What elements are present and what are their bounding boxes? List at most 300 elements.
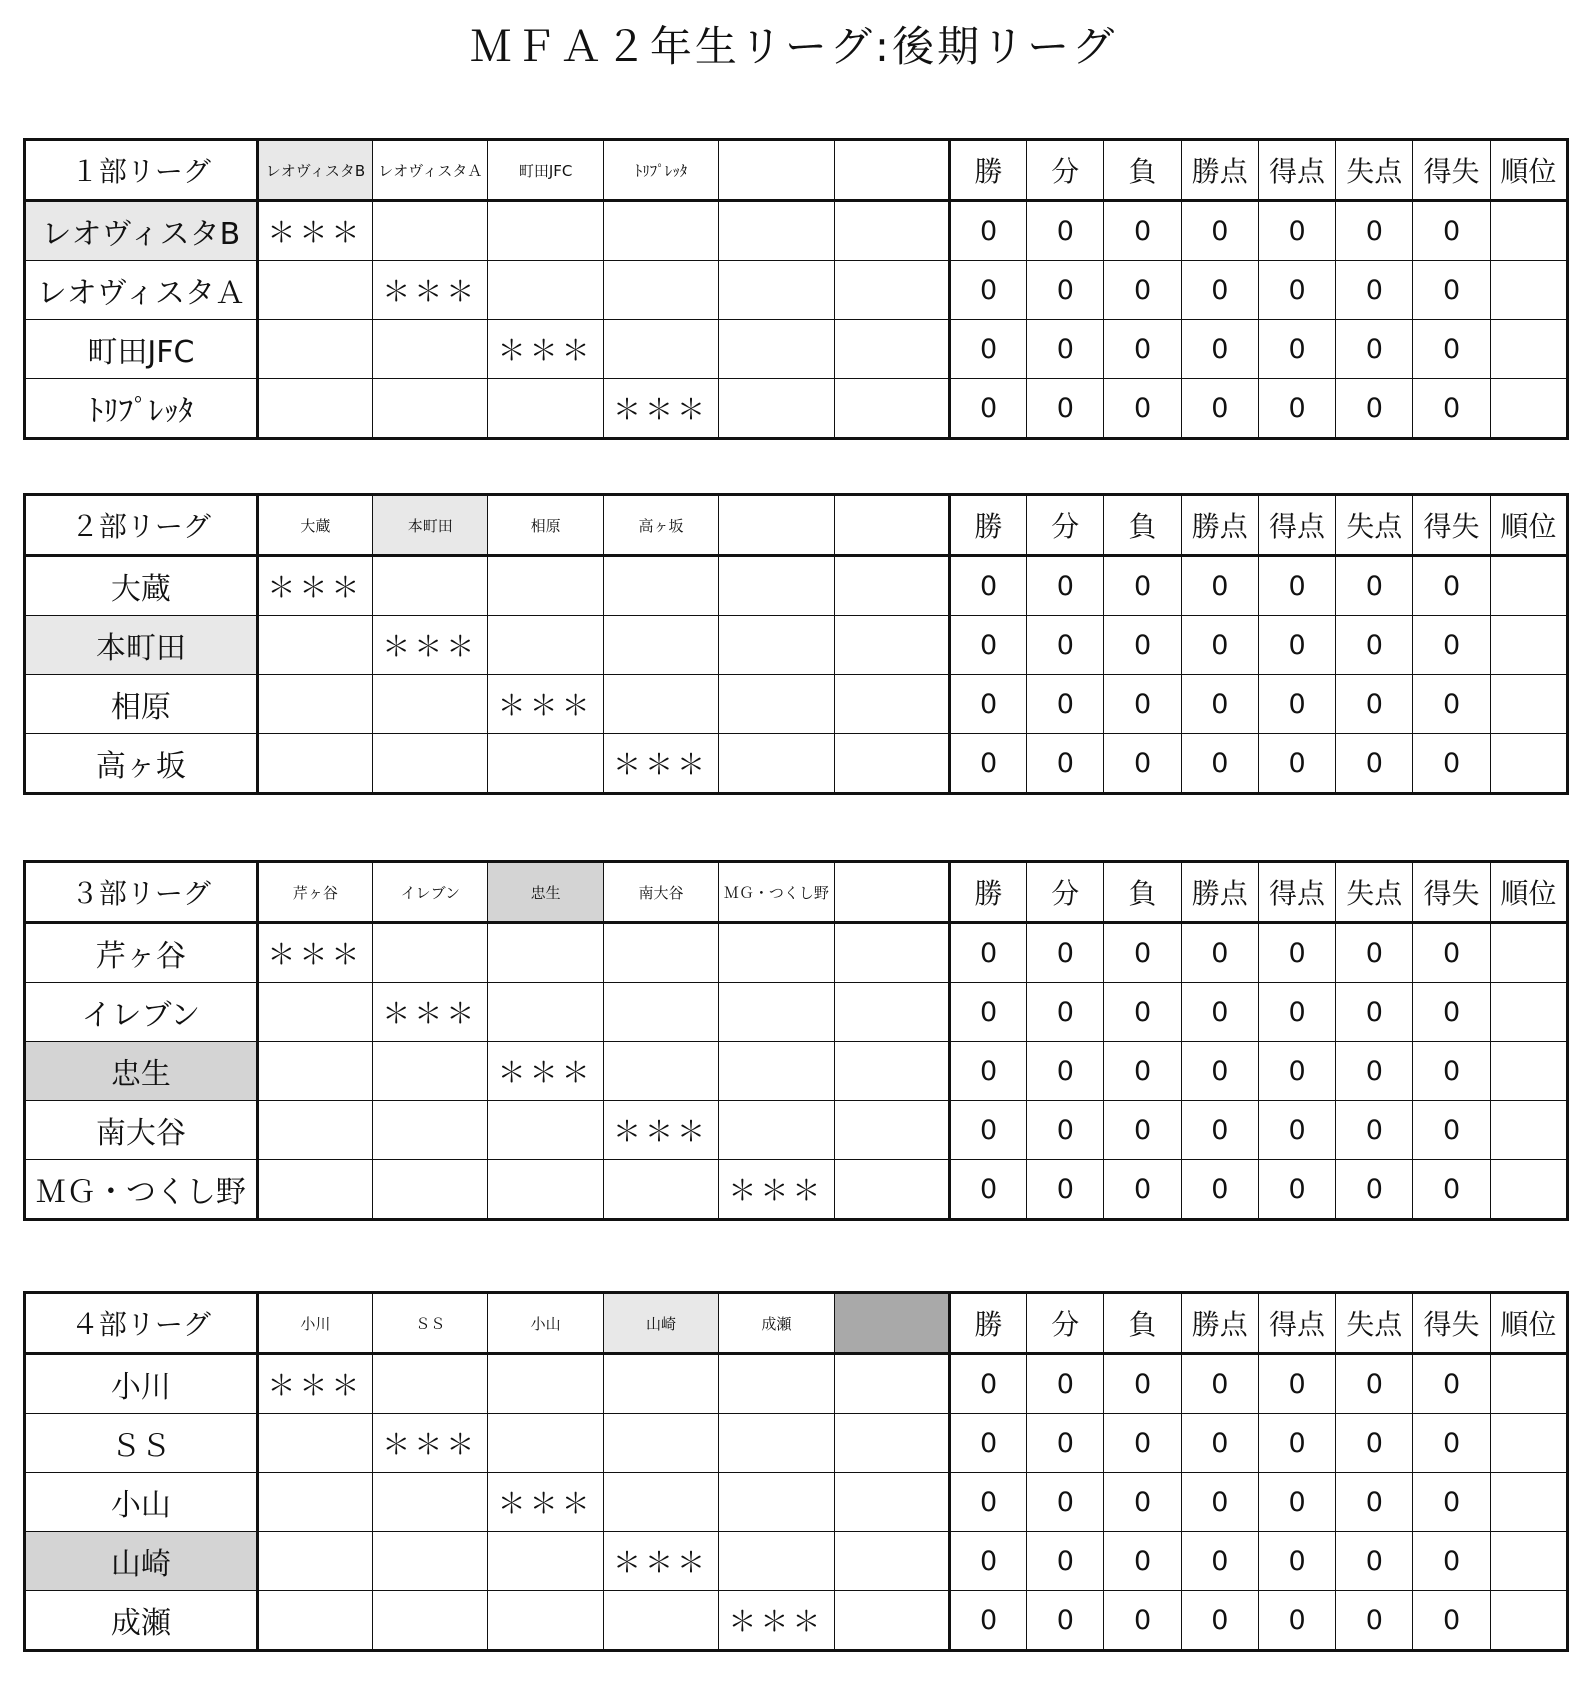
stat-cell: 0	[1413, 1532, 1490, 1591]
stat-cell	[1490, 1532, 1567, 1591]
stat-column-header: 得失	[1413, 140, 1490, 201]
match-result-cell	[373, 201, 488, 261]
stat-cell: 0	[1336, 1532, 1413, 1591]
match-result-cell	[719, 923, 834, 983]
stat-cell: 0	[1027, 1473, 1104, 1532]
stat-cell: 0	[1413, 1354, 1490, 1414]
stat-cell: 0	[1027, 556, 1104, 616]
match-result-cell	[719, 616, 834, 675]
stat-cell: 0	[1413, 616, 1490, 675]
match-result-cell	[834, 201, 949, 261]
stat-column-header: 得点	[1258, 862, 1335, 923]
opponent-column-header: 大蔵	[257, 495, 372, 556]
match-result-cell	[488, 1414, 603, 1473]
stat-cell: 0	[1181, 1473, 1258, 1532]
match-result-cell	[257, 983, 372, 1042]
stat-column-header: 順位	[1490, 140, 1567, 201]
table-row	[25, 1473, 1568, 1532]
stat-column-header: 分	[1027, 862, 1104, 923]
stat-column-header: 勝	[949, 140, 1026, 201]
opponent-column-header: 小川	[257, 1293, 372, 1354]
opponent-column-header	[834, 495, 949, 556]
self-match-cell: ＊＊＊	[373, 616, 488, 675]
page-title: ＭＦＡ２年生リーグ:後期リーグ	[469, 22, 1118, 71]
stat-cell: 0	[1104, 320, 1181, 379]
opponent-column-header: 相原	[488, 495, 603, 556]
self-match-cell: ＊＊＊	[488, 1042, 603, 1101]
stat-cell: 0	[1336, 1042, 1413, 1101]
stat-cell: 0	[1258, 379, 1335, 439]
stat-cell: 0	[1181, 616, 1258, 675]
opponent-column-header: レオヴィスタB	[257, 140, 372, 201]
stat-cell: 0	[1027, 734, 1104, 794]
match-result-cell	[488, 261, 603, 320]
stat-cell: 0	[1258, 983, 1335, 1042]
stat-cell: 0	[1336, 1354, 1413, 1414]
stat-cell	[1490, 1101, 1567, 1160]
match-result-cell	[488, 1160, 603, 1220]
match-result-cell	[603, 983, 718, 1042]
stat-cell: 0	[1181, 734, 1258, 794]
stat-cell: 0	[949, 1160, 1026, 1220]
stat-column-header: 勝点	[1181, 140, 1258, 201]
self-match-cell: ＊＊＊	[373, 261, 488, 320]
stat-column-header: 順位	[1490, 495, 1567, 556]
self-match-cell: ＊＊＊	[719, 1160, 834, 1220]
stat-cell: 0	[1104, 1414, 1181, 1473]
league-name: ４部リーグ	[25, 1293, 258, 1354]
match-result-cell	[719, 320, 834, 379]
stat-cell: 0	[1336, 1473, 1413, 1532]
match-result-cell	[603, 1591, 718, 1651]
stat-column-header: 得点	[1258, 1293, 1335, 1354]
match-result-cell	[257, 675, 372, 734]
team-name: 高ヶ坂	[25, 734, 258, 794]
match-result-cell	[834, 1101, 949, 1160]
stat-cell: 0	[1181, 1532, 1258, 1591]
table-row	[25, 1354, 1568, 1414]
stat-column-header: 勝	[949, 862, 1026, 923]
stat-cell: 0	[1258, 616, 1335, 675]
stat-cell: 0	[1258, 675, 1335, 734]
stat-cell: 0	[1104, 734, 1181, 794]
team-name: イレブン	[25, 983, 258, 1042]
stat-cell: 0	[1258, 1591, 1335, 1651]
team-name: 南大谷	[25, 1101, 258, 1160]
stat-cell: 0	[1181, 1591, 1258, 1651]
match-result-cell	[488, 1591, 603, 1651]
stat-cell: 0	[1027, 320, 1104, 379]
self-match-cell: ＊＊＊	[603, 379, 718, 439]
match-result-cell	[373, 1160, 488, 1220]
self-match-cell: ＊＊＊	[603, 1101, 718, 1160]
self-match-cell: ＊＊＊	[257, 923, 372, 983]
stat-column-header: 分	[1027, 1293, 1104, 1354]
match-result-cell	[603, 1160, 718, 1220]
stat-cell: 0	[1104, 261, 1181, 320]
stat-cell: 0	[1336, 1160, 1413, 1220]
match-result-cell	[488, 201, 603, 261]
stat-cell: 0	[949, 1042, 1026, 1101]
stat-cell: 0	[1258, 1473, 1335, 1532]
match-result-cell	[257, 320, 372, 379]
match-result-cell	[488, 1532, 603, 1591]
stat-cell: 0	[1181, 1160, 1258, 1220]
stat-column-header: 負	[1104, 862, 1181, 923]
stat-cell	[1490, 923, 1567, 983]
match-result-cell	[373, 734, 488, 794]
stat-column-header: 負	[1104, 140, 1181, 201]
stat-cell: 0	[1181, 556, 1258, 616]
match-result-cell	[834, 923, 949, 983]
stat-cell	[1490, 1160, 1567, 1220]
stat-column-header: 分	[1027, 495, 1104, 556]
match-result-cell	[834, 1354, 949, 1414]
stat-cell: 0	[1104, 1532, 1181, 1591]
opponent-column-header: ＭＧ・つくし野	[719, 862, 834, 923]
match-result-cell	[603, 320, 718, 379]
match-result-cell	[834, 379, 949, 439]
table-row	[25, 201, 1568, 261]
match-result-cell	[603, 616, 718, 675]
stat-cell: 0	[1027, 201, 1104, 261]
match-result-cell	[257, 1591, 372, 1651]
stat-cell: 0	[1181, 261, 1258, 320]
team-name: 大蔵	[25, 556, 258, 616]
stat-cell: 0	[949, 734, 1026, 794]
league-name: １部リーグ	[25, 140, 258, 201]
match-result-cell	[834, 983, 949, 1042]
league-table	[23, 860, 1569, 1221]
match-result-cell	[373, 1532, 488, 1591]
stat-column-header: 分	[1027, 140, 1104, 201]
stat-cell: 0	[949, 556, 1026, 616]
stat-cell: 0	[1413, 320, 1490, 379]
match-result-cell	[257, 1532, 372, 1591]
table-row	[25, 1101, 1568, 1160]
stat-cell	[1490, 1354, 1567, 1414]
stat-cell: 0	[949, 1101, 1026, 1160]
stat-column-header: 勝	[949, 495, 1026, 556]
match-result-cell	[603, 1354, 718, 1414]
stat-cell: 0	[1027, 675, 1104, 734]
stat-cell: 0	[1104, 1591, 1181, 1651]
stat-cell: 0	[1413, 1414, 1490, 1473]
table-row	[25, 320, 1568, 379]
stat-cell: 0	[1104, 675, 1181, 734]
opponent-column-header: 南大谷	[603, 862, 718, 923]
stat-cell: 0	[1027, 1414, 1104, 1473]
stat-cell: 0	[1413, 261, 1490, 320]
stat-cell: 0	[1181, 1354, 1258, 1414]
stat-cell: 0	[949, 320, 1026, 379]
table-row	[25, 616, 1568, 675]
match-result-cell	[488, 616, 603, 675]
stat-column-header: 勝点	[1181, 495, 1258, 556]
stat-column-header: 失点	[1336, 1293, 1413, 1354]
stat-cell: 0	[1336, 1591, 1413, 1651]
opponent-column-header: 山崎	[603, 1293, 718, 1354]
stat-cell: 0	[949, 1354, 1026, 1414]
stat-column-header: 失点	[1336, 862, 1413, 923]
stat-cell	[1490, 261, 1567, 320]
team-name: ＳＳ	[25, 1414, 258, 1473]
stat-cell	[1490, 616, 1567, 675]
stat-cell: 0	[1336, 675, 1413, 734]
stat-cell: 0	[1413, 1160, 1490, 1220]
match-result-cell	[834, 675, 949, 734]
match-result-cell	[719, 675, 834, 734]
match-result-cell	[719, 261, 834, 320]
match-result-cell	[257, 616, 372, 675]
match-result-cell	[719, 1042, 834, 1101]
match-result-cell	[257, 1042, 372, 1101]
team-name: 忠生	[25, 1042, 258, 1101]
stat-cell: 0	[949, 1532, 1026, 1591]
match-result-cell	[719, 1101, 834, 1160]
match-result-cell	[834, 1042, 949, 1101]
match-result-cell	[257, 1160, 372, 1220]
match-result-cell	[719, 1354, 834, 1414]
table-row	[25, 379, 1568, 439]
stat-cell: 0	[949, 675, 1026, 734]
stat-column-header: 得失	[1413, 862, 1490, 923]
stat-cell: 0	[1181, 201, 1258, 261]
stat-cell	[1490, 1591, 1567, 1651]
stat-cell: 0	[949, 201, 1026, 261]
stat-cell: 0	[1258, 1532, 1335, 1591]
match-result-cell	[834, 1591, 949, 1651]
stat-cell: 0	[1104, 379, 1181, 439]
match-result-cell	[603, 675, 718, 734]
stat-column-header: 失点	[1336, 495, 1413, 556]
stat-cell: 0	[1258, 1042, 1335, 1101]
match-result-cell	[373, 1354, 488, 1414]
team-name: 山崎	[25, 1532, 258, 1591]
stat-cell: 0	[1181, 379, 1258, 439]
team-name: 小山	[25, 1473, 258, 1532]
self-match-cell: ＊＊＊	[373, 983, 488, 1042]
opponent-column-header: ＳＳ	[373, 1293, 488, 1354]
stat-cell: 0	[949, 1473, 1026, 1532]
team-name: レオヴィスタＡ	[25, 261, 258, 320]
stat-column-header: 順位	[1490, 862, 1567, 923]
team-name: 小川	[25, 1354, 258, 1414]
stat-cell: 0	[1336, 556, 1413, 616]
match-result-cell	[257, 734, 372, 794]
stat-column-header: 勝点	[1181, 862, 1258, 923]
self-match-cell: ＊＊＊	[257, 556, 372, 616]
stat-cell: 0	[1336, 261, 1413, 320]
match-result-cell	[603, 1414, 718, 1473]
self-match-cell: ＊＊＊	[603, 1532, 718, 1591]
match-result-cell	[834, 320, 949, 379]
stat-cell: 0	[1413, 734, 1490, 794]
team-name: 成瀬	[25, 1591, 258, 1651]
stat-cell: 0	[949, 983, 1026, 1042]
table-row	[25, 556, 1568, 616]
opponent-column-header: 高ヶ坂	[603, 495, 718, 556]
match-result-cell	[257, 379, 372, 439]
stat-cell: 0	[1181, 675, 1258, 734]
stat-cell: 0	[1027, 1354, 1104, 1414]
opponent-column-header	[834, 140, 949, 201]
opponent-column-header	[719, 495, 834, 556]
stat-cell: 0	[1104, 616, 1181, 675]
stat-cell: 0	[949, 1414, 1026, 1473]
team-name: 町田JFC	[25, 320, 258, 379]
stat-cell: 0	[1258, 201, 1335, 261]
stat-cell	[1490, 675, 1567, 734]
table-row	[25, 923, 1568, 983]
stat-cell: 0	[1258, 261, 1335, 320]
opponent-column-header: ﾄﾘﾌﾟﾚｯﾀ	[603, 140, 718, 201]
stat-cell: 0	[1027, 1160, 1104, 1220]
stat-cell: 0	[1027, 983, 1104, 1042]
stat-column-header: 負	[1104, 1293, 1181, 1354]
self-match-cell: ＊＊＊	[603, 734, 718, 794]
stat-cell: 0	[949, 261, 1026, 320]
stat-cell	[1490, 1414, 1567, 1473]
self-match-cell: ＊＊＊	[257, 1354, 372, 1414]
match-result-cell	[719, 734, 834, 794]
stat-cell: 0	[1104, 1473, 1181, 1532]
stat-cell	[1490, 983, 1567, 1042]
match-result-cell	[373, 1042, 488, 1101]
table-row	[25, 261, 1568, 320]
opponent-column-header: 芹ヶ谷	[257, 862, 372, 923]
stat-cell: 0	[1336, 923, 1413, 983]
stat-cell: 0	[1181, 1042, 1258, 1101]
match-result-cell	[603, 261, 718, 320]
stat-cell: 0	[1258, 320, 1335, 379]
stat-cell: 0	[1027, 261, 1104, 320]
stat-cell: 0	[1104, 923, 1181, 983]
table-row	[25, 675, 1568, 734]
stat-cell: 0	[1258, 734, 1335, 794]
stat-cell: 0	[1104, 556, 1181, 616]
stat-cell: 0	[1336, 1101, 1413, 1160]
match-result-cell	[834, 1160, 949, 1220]
league-name: ２部リーグ	[25, 495, 258, 556]
table-row	[25, 1160, 1568, 1220]
match-result-cell	[719, 983, 834, 1042]
team-name: レオヴィスタB	[25, 201, 258, 261]
match-result-cell	[834, 734, 949, 794]
self-match-cell: ＊＊＊	[373, 1414, 488, 1473]
opponent-column-header: 町田JFC	[488, 140, 603, 201]
stat-column-header: 得点	[1258, 140, 1335, 201]
table-row	[25, 1591, 1568, 1651]
match-result-cell	[603, 556, 718, 616]
opponent-column-header: 小山	[488, 1293, 603, 1354]
match-result-cell	[488, 556, 603, 616]
stat-cell: 0	[949, 1591, 1026, 1651]
stat-column-header: 勝	[949, 1293, 1026, 1354]
stat-cell: 0	[1181, 983, 1258, 1042]
match-result-cell	[719, 379, 834, 439]
stat-cell: 0	[1258, 1160, 1335, 1220]
stat-column-header: 得失	[1413, 495, 1490, 556]
stat-cell: 0	[1104, 1160, 1181, 1220]
table-row	[25, 734, 1568, 794]
match-result-cell	[257, 261, 372, 320]
stat-cell: 0	[1336, 201, 1413, 261]
match-result-cell	[373, 379, 488, 439]
stat-cell: 0	[1336, 983, 1413, 1042]
match-result-cell	[719, 1532, 834, 1591]
opponent-column-header: 本町田	[373, 495, 488, 556]
team-name: 芹ヶ谷	[25, 923, 258, 983]
table-row	[25, 983, 1568, 1042]
match-result-cell	[834, 1532, 949, 1591]
self-match-cell: ＊＊＊	[488, 675, 603, 734]
match-result-cell	[834, 556, 949, 616]
table-row	[25, 1414, 1568, 1473]
match-result-cell	[834, 1473, 949, 1532]
stat-cell: 0	[1336, 616, 1413, 675]
stat-cell: 0	[1027, 616, 1104, 675]
stat-cell: 0	[1027, 379, 1104, 439]
match-result-cell	[834, 1414, 949, 1473]
stat-cell: 0	[1336, 379, 1413, 439]
match-result-cell	[488, 1101, 603, 1160]
opponent-column-header	[834, 862, 949, 923]
stat-cell: 0	[1413, 379, 1490, 439]
stat-column-header: 得点	[1258, 495, 1335, 556]
match-result-cell	[373, 1101, 488, 1160]
stat-column-header: 負	[1104, 495, 1181, 556]
league-table	[23, 138, 1569, 440]
stat-cell: 0	[1413, 1591, 1490, 1651]
self-match-cell: ＊＊＊	[488, 320, 603, 379]
stat-cell: 0	[949, 379, 1026, 439]
match-result-cell	[488, 379, 603, 439]
stat-cell: 0	[1027, 1591, 1104, 1651]
stat-cell: 0	[1413, 983, 1490, 1042]
match-result-cell	[373, 320, 488, 379]
stat-cell: 0	[1181, 1101, 1258, 1160]
stat-cell: 0	[1181, 320, 1258, 379]
opponent-column-header: イレブン	[373, 862, 488, 923]
stat-cell: 0	[1258, 1354, 1335, 1414]
match-result-cell	[719, 201, 834, 261]
match-result-cell	[603, 1473, 718, 1532]
table-row	[25, 1532, 1568, 1591]
stat-cell: 0	[1027, 923, 1104, 983]
stat-cell: 0	[1104, 201, 1181, 261]
stat-cell: 0	[1104, 1101, 1181, 1160]
opponent-column-header	[834, 1293, 949, 1354]
stat-cell	[1490, 734, 1567, 794]
stat-cell: 0	[1258, 1101, 1335, 1160]
match-result-cell	[719, 556, 834, 616]
stat-cell	[1490, 379, 1567, 439]
stat-cell	[1490, 1473, 1567, 1532]
stat-column-header: 順位	[1490, 1293, 1567, 1354]
match-result-cell	[373, 556, 488, 616]
stat-cell: 0	[1413, 1101, 1490, 1160]
match-result-cell	[488, 983, 603, 1042]
match-result-cell	[603, 1042, 718, 1101]
team-name: ﾄﾘﾌﾟﾚｯﾀ	[25, 379, 258, 439]
self-match-cell: ＊＊＊	[257, 201, 372, 261]
stat-cell: 0	[949, 923, 1026, 983]
match-result-cell	[488, 734, 603, 794]
stat-cell: 0	[1413, 923, 1490, 983]
stat-cell: 0	[1104, 983, 1181, 1042]
stat-cell: 0	[1413, 201, 1490, 261]
